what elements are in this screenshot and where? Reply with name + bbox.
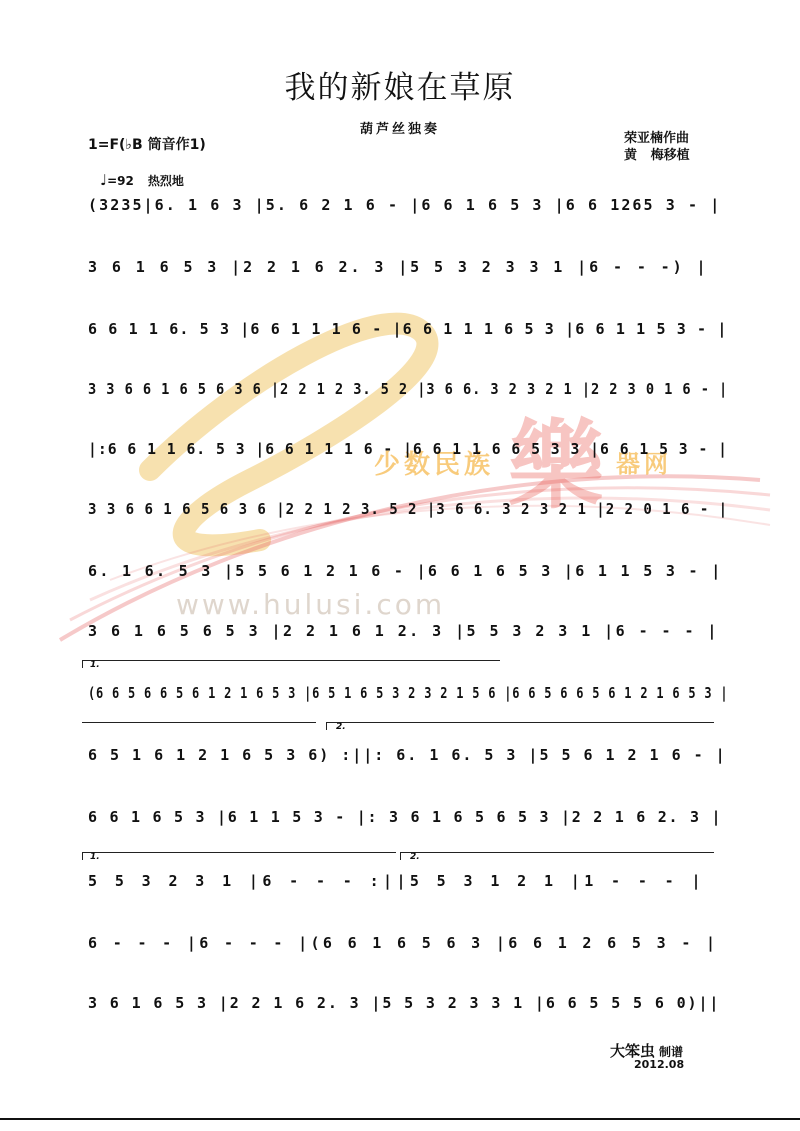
page-bottom-rule (0, 1118, 800, 1120)
ending-number: 2. (336, 722, 346, 732)
score-row (88, 934, 728, 960)
ending-bracket (82, 852, 396, 853)
quarter-note-icon: ♩ (100, 171, 108, 189)
ending-bracket-tick (82, 660, 83, 668)
score-row-text: |:6 6 1 1 6. 5 3 |6 6 1 1 1 6 - |6 6 1 1 6 6 5 3 3 |6 6 1 5 3 - | (88, 440, 729, 458)
score-row (88, 684, 728, 710)
score-row-text: 6 - - - |6 - - - |(6 6 1 6 5 6 3 |6 6 1 2 6 5 3 - | (88, 934, 719, 952)
score-row (88, 562, 728, 588)
score-row (88, 808, 728, 834)
tempo-marking (100, 171, 184, 189)
score-row-text: 6 6 1 1 6. 5 3 |6 6 1 1 1 6 - |6 6 1 1 1 6 5 3 |6 6 1 1 5 3 - | (88, 320, 728, 338)
watermark-url: www.hulusi.com (176, 588, 446, 621)
score-row-text: 6 6 1 6 5 3 |6 1 1 5 3 - |: 3 6 1 6 5 6 5 3 |2 2 1 6 2. 3 | (88, 808, 723, 826)
score-row (88, 320, 728, 346)
ending-bracket (82, 660, 500, 661)
ending-bracket (400, 852, 714, 853)
composer-line: 荣亚楠作曲 (624, 131, 690, 146)
ending-number: 1. (90, 852, 100, 862)
score-row-text: 3 6 1 6 5 3 |2 2 1 6 2. 3 |5 5 3 2 3 3 1 |6 6 5 5 5 6 0)|| (88, 994, 721, 1012)
ending-bracket-tick (400, 852, 401, 860)
transcriber-suffix: 制谱 (659, 1045, 684, 1059)
tempo-expression: 热烈地 (147, 174, 184, 188)
ending-bracket (82, 722, 316, 723)
score-row (88, 994, 728, 1020)
score-row-text: 6 5 1 6 1 2 1 6 5 3 6) :||: 6. 1 6. 5 3 |5 5 6 1 2 1 6 - | (88, 746, 727, 764)
score-row-text: 3 3 6 6 1 6 5 6 3 6 |2 2 1 2 3. 5 2 |3 6 6. 3 2 3 2 1 |2 2 3 0 1 6 - | (88, 380, 729, 398)
score-row-text: (3235|6. 1 6 3 |5. 6 2 1 6 - |6 6 1 6 5 3 |6 6 1265 3 - | (88, 196, 722, 214)
score-row-text: 3 6 1 6 5 3 |2 2 1 6 2. 3 |5 5 3 2 3 3 1 |6 - - -) | (88, 258, 709, 276)
arranger-line: 黄 梅移植 (624, 148, 690, 163)
watermark-site-suffix: 器网 (616, 450, 672, 478)
score-row (88, 440, 728, 466)
score-row (88, 622, 728, 648)
ending-bracket-tick (82, 852, 83, 860)
ending-bracket (326, 722, 714, 723)
ending-number: 2. (410, 852, 420, 862)
watermark-yue-character: 樂 (508, 409, 604, 522)
score-row (88, 196, 728, 222)
song-title: 我的新娘在草原 (284, 70, 516, 106)
composer-credits (624, 130, 690, 164)
song-subtitle: 葫芦丝独奏 (359, 122, 440, 137)
ending-bracket-tick (326, 722, 327, 730)
score-row-text: 5 5 3 2 3 1 |6 - - - :||5 5 3 1 2 1 |1 - - - | (88, 872, 705, 890)
score-row-text: 3 3 6 6 1 6 5 6 3 6 |2 2 1 2 3. 5 2 |3 6 6. 3 2 3 2 1 |2 2 0 1 6 - | (88, 500, 729, 518)
key-signature: 1=F(♭B 筒音作1) (88, 137, 206, 153)
score-row-text: 6. 1 6. 5 3 |5 5 6 1 2 1 6 - |6 6 1 6 5 3 |6 1 1 5 3 - | (88, 562, 723, 580)
ending-number: 1. (90, 660, 100, 670)
score-row (88, 380, 728, 406)
score-row-text: 3 6 1 6 5 6 5 3 |2 2 1 6 1 2. 3 |5 5 3 2 3 1 |6 - - - | (88, 622, 719, 640)
score-row (88, 258, 728, 284)
score-row (88, 746, 728, 772)
score-row (88, 500, 728, 526)
tempo-bpm: =92 (107, 174, 134, 188)
transcription-date: 2012.08 (634, 1058, 685, 1071)
watermark-site-name: 少数民族 (374, 450, 495, 480)
transcriber-name: 大笨虫 (610, 1042, 656, 1060)
score-row-text: (6 6 5 6 6 5 6 1 2 1 6 5 3 |6 5 1 6 5 3 2 3 2 1 5 6 |6 6 5 6 6 5 6 1 2 1 6 5 3 | (88, 684, 729, 702)
score-row (88, 872, 728, 898)
